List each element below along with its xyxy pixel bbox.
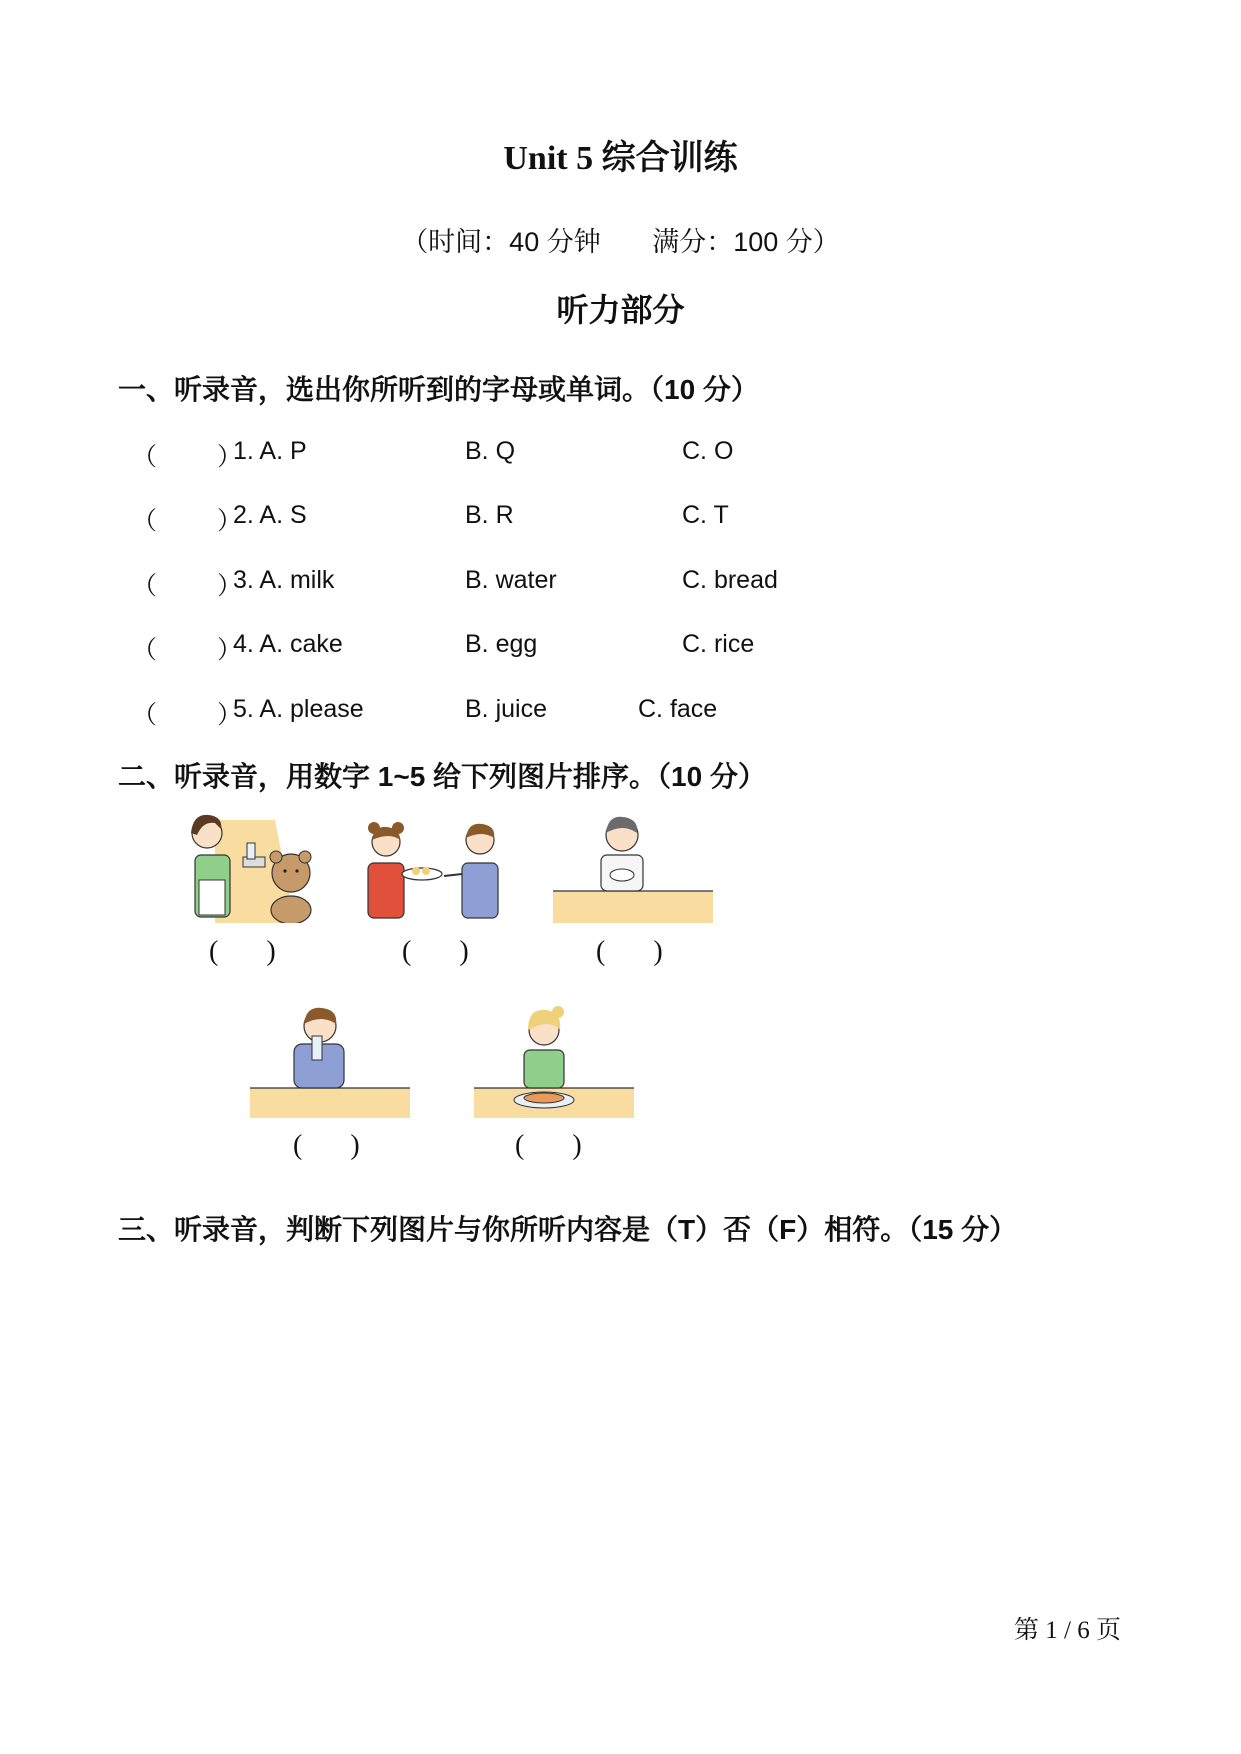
option-b: B. Q — [465, 437, 516, 465]
section-1-heading: 一、听录音，选出你所听到的字母或单词。（10 分） — [118, 374, 759, 405]
section-2-heading: 二、听录音，用数字 1~5 给下列图片排序。（10 分） — [118, 761, 766, 792]
option-a: 3. A. milk — [233, 566, 335, 594]
option-c: C. O — [682, 437, 734, 465]
boy-drinking-illustration — [250, 1000, 410, 1118]
option-a: 1. A. P — [233, 437, 307, 465]
full-score: 满分：100 分） — [652, 227, 840, 257]
picture-4-answer[interactable]: ( ) — [293, 1130, 360, 1161]
time-limit: （时间：40 分钟 — [401, 227, 601, 257]
option-a: 5. A. please — [233, 695, 364, 723]
answer-blank[interactable]: （ ） — [132, 572, 243, 600]
picture-1-answer[interactable]: ( ) — [209, 936, 276, 967]
option-b: B. egg — [465, 630, 538, 658]
option-b: B. juice — [465, 695, 547, 723]
picture-5-answer[interactable]: ( ) — [515, 1130, 582, 1161]
option-c: C. T — [682, 501, 729, 529]
waitress-serving-bear-illustration — [175, 805, 325, 923]
option-b: B. water — [465, 566, 557, 594]
option-c: C. rice — [682, 630, 755, 658]
girl-offering-plate-to-boy-illustration — [360, 818, 520, 923]
picture-3-answer[interactable]: ( ) — [596, 936, 663, 967]
picture-2-answer[interactable]: ( ) — [402, 936, 469, 967]
section-3-heading: 三、听录音，判断下列图片与你所听内容是（T）否（F）相符。（15 分） — [118, 1214, 1018, 1245]
boy-eating-rice-illustration — [553, 805, 713, 923]
answer-blank[interactable]: （ ） — [132, 636, 243, 664]
answer-blank[interactable]: （ ） — [132, 443, 243, 471]
option-a: 2. A. S — [233, 501, 307, 529]
exam-info — [0, 220, 1241, 259]
option-b: B. R — [465, 501, 514, 529]
part-title: 听力部分 — [556, 292, 685, 328]
option-c: C. bread — [682, 566, 778, 594]
girl-eating-fish-illustration — [474, 1000, 634, 1118]
answer-blank[interactable]: （ ） — [132, 701, 243, 729]
answer-blank[interactable]: （ ） — [132, 507, 243, 535]
option-a: 4. A. cake — [233, 630, 343, 658]
page-number: 第 1 / 6 页 — [1014, 1617, 1121, 1644]
option-c: C. face — [638, 695, 718, 723]
page-title: Unit 5 综合训练 — [503, 140, 738, 177]
